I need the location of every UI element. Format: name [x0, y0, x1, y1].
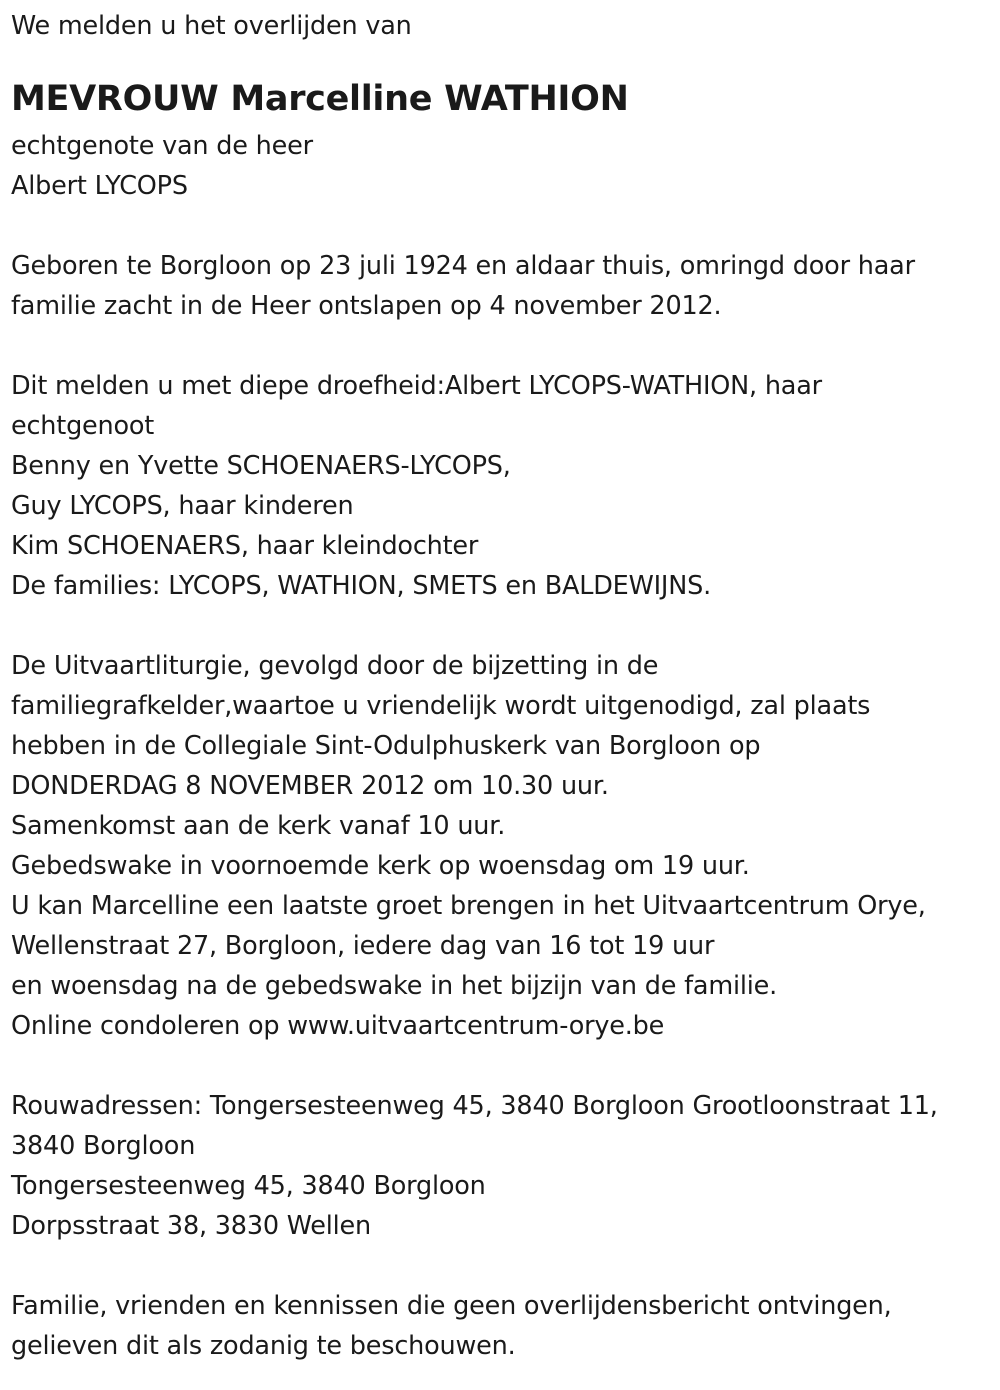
closing-line: gelieven dit als zodanig te beschouwen. [11, 1331, 516, 1361]
funeral-line: De Uitvaartliturgie, gevolgd door de bijzetting in de [11, 651, 659, 681]
mourners-line: Benny en Yvette SCHOENAERS-LYCOPS, [11, 451, 511, 481]
spacer [11, 1246, 1000, 1286]
birth-block [11, 246, 1000, 326]
mourners-line: De families: LYCOPS, WATHION, SMETS en BALDEWIJNS. [11, 571, 712, 601]
funeral-line: DONDERDAG 8 NOVEMBER 2012 om 10.30 uur. [11, 771, 609, 801]
funeral-line: hebben in de Collegiale Sint-Odulphuskerk van Borgloon op [11, 731, 761, 761]
funeral-line: familiegrafkelder,waartoe u vriendelijk wordt uitgenodigd, zal plaats [11, 691, 871, 721]
mourners-block [11, 366, 1000, 606]
mourners-line: Guy LYCOPS, haar kinderen [11, 491, 354, 521]
birth-line: Geboren te Borgloon op 23 juli 1924 en aldaar thuis, omringd door haar [11, 251, 915, 281]
address-line: Tongersesteenweg 45, 3840 Borgloon [11, 1171, 486, 1201]
address-line: Dorpsstraat 38, 3830 Wellen [11, 1211, 372, 1241]
funeral-line: Gebedswake in voornoemde kerk op woensdag om 19 uur. [11, 851, 750, 881]
addresses-block [11, 1086, 1000, 1246]
birth-line: familie zacht in de Heer ontslapen op 4 november 2012. [11, 291, 722, 321]
funeral-line: Online condoleren op www.uitvaartcentrum-orye.be [11, 1011, 665, 1041]
mourners-line: Kim SCHOENAERS, haar kleindochter [11, 531, 479, 561]
spacer [11, 1046, 1000, 1086]
mourners-line: echtgenoot [11, 411, 155, 441]
funeral-line: en woensdag na de gebedswake in het bijzijn van de familie. [11, 971, 778, 1001]
spacer [11, 326, 1000, 366]
spacer [11, 606, 1000, 646]
funeral-line: Wellenstraat 27, Borgloon, iedere dag van 16 tot 19 uur [11, 931, 715, 961]
funeral-block [11, 646, 1000, 1046]
closing-block [11, 1286, 1000, 1366]
funeral-line: U kan Marcelline een laatste groet brengen in het Uitvaartcentrum Orye, [11, 891, 926, 921]
closing-line: Familie, vrienden en kennissen die geen overlijdensbericht ontvingen, [11, 1291, 892, 1321]
spacer [11, 206, 1000, 246]
intro-text: We melden u het overlijden van [11, 11, 412, 41]
spouse-line: Albert LYCOPS [11, 171, 188, 201]
spouse-block [11, 126, 1000, 206]
mourners-line: Dit melden u met diepe droefheid:Albert LYCOPS-WATHION, haar [11, 371, 822, 401]
address-line: 3840 Borgloon [11, 1131, 196, 1161]
spouse-line: echtgenote van de heer [11, 131, 313, 161]
address-line: Rouwadressen: Tongersesteenweg 45, 3840 Borgloon Grootloonstraat 11, [11, 1091, 938, 1121]
funeral-line: Samenkomst aan de kerk vanaf 10 uur. [11, 811, 506, 841]
deceased-name: MEVROUW Marcelline WATHION [11, 79, 629, 119]
